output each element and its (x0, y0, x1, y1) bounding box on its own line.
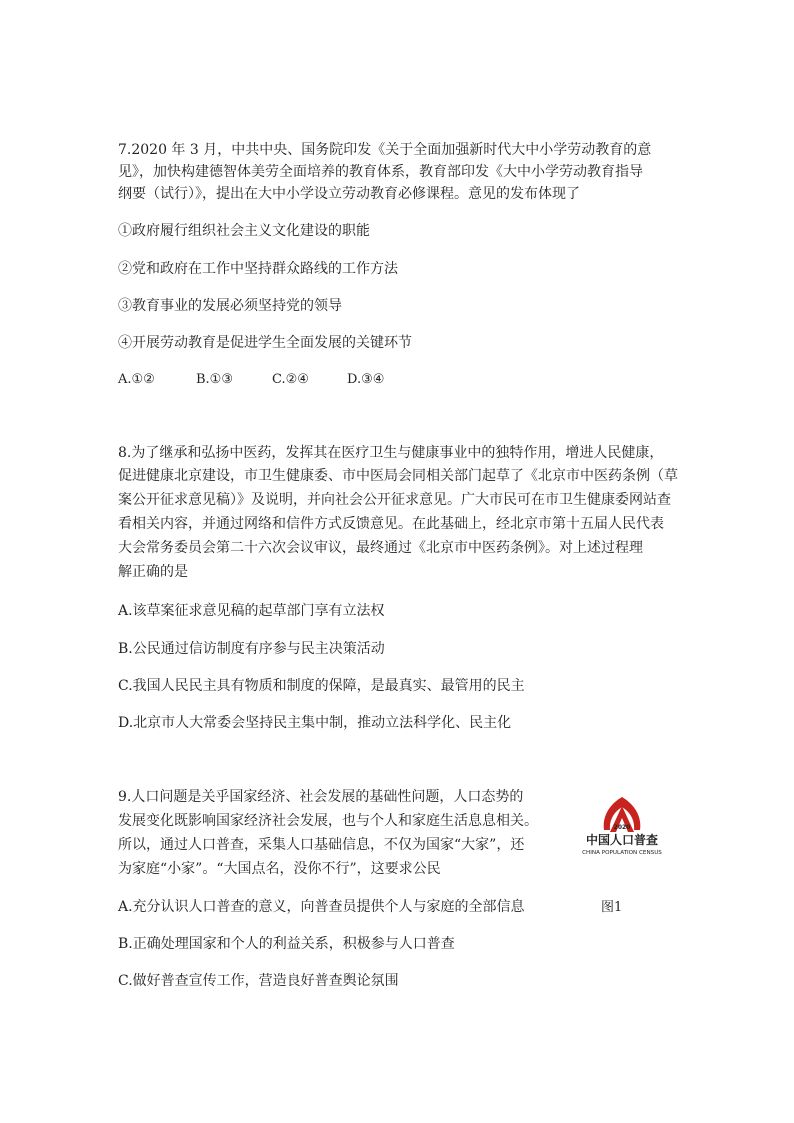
q9-option-b: B.正确处理国家和个人的利益关系，积极参与人口普查 (118, 936, 455, 952)
census-logo-subtitle: CHINA POPULATION CENSUS (582, 850, 662, 856)
figure-label: 图1 (601, 900, 623, 915)
q7-item-4: ④开展劳动教育是促进学生全面发展的关键环节 (118, 335, 412, 351)
q8-stem-line-5: 大会常务委员会第二十六次会议审议，最终通过《北京市中医药条例》。对上述过程理 (118, 540, 643, 556)
q7-option-d: D.③④ (347, 372, 385, 387)
census-logo-title: 中国人口普查 (585, 833, 659, 847)
q9-stem-line-4: 为家庭“小家”。“大国点名，没你不行”，这要求公民 (118, 861, 441, 877)
q7-stem-line-2: 见》，加快构建德智体美劳全面培养的教育体系，教育部印发《大中小学劳动教育指导 (118, 164, 643, 180)
q8-stem-line-1: 8.为了继承和弘扬中医药，发挥其在医疗卫生与健康事业中的独特作用，增进人民健康， (118, 445, 664, 461)
q8-stem-line-2: 促进健康北京建设，市卫生健康委、市中医局会同相关部门起草了《北京市中医药条例（草 (118, 468, 678, 484)
q9-stem-line-3: 所以，通过人口普查，采集人口基础信息，不仅为国家“大家”，还 (118, 837, 525, 853)
q7-option-c: C.②④ (272, 372, 309, 387)
q7-option-a: A.①② (118, 372, 155, 387)
q8-stem-line-4: 看相关内容，并通过网络和信件方式反馈意见。在此基础上，经北京市第十五届人民代表 (118, 516, 664, 532)
q9-option-c: C.做好普查宣传工作，营造良好普查舆论氛围 (118, 973, 399, 989)
q9-stem-line-2: 发展变化既影响国家经济社会发展，也与个人和家庭生活息息相关。 (118, 813, 538, 829)
q9-option-a: A.充分认识人口普查的意义，向普查员提供个人与家庭的全部信息 (118, 899, 525, 915)
q8-option-c: C.我国人民民主具有物质和制度的保障，是最真实、最管用的民主 (118, 678, 525, 694)
q8-option-b: B.公民通过信访制度有序参与民主决策活动 (118, 641, 385, 657)
q9-stem-line-1: 9.人口问题是关乎国家经济、社会发展的基础性问题，人口态势的 (118, 789, 524, 805)
q7-stem-line-1: 7.2020 年 3 月，中共中央、国务院印发《关于全面加强新时代大中小学劳动教育的意 (118, 142, 652, 158)
census-logo-year: 2020 (613, 824, 631, 831)
q7-item-1: ①政府履行组织社会主义文化建设的职能 (118, 223, 370, 239)
q8-stem-line-3: 案公开征求意见稿）》及说明，并向社会公开征求意见。广大市民可在市卫生健康委网站查 (118, 492, 671, 508)
census-logo (572, 792, 672, 862)
q7-item-2: ②党和政府在工作中坚持群众路线的工作方法 (118, 261, 398, 277)
q7-stem-line-3: 纲要（试行）》，提出在大中小学设立劳动教育必修课程。意见的发布体现了 (118, 186, 580, 202)
q7-item-3: ③教育事业的发展必须坚持党的领导 (118, 298, 342, 314)
q8-stem-line-6: 解正确的是 (118, 564, 188, 580)
q7-option-b: B.①③ (196, 372, 233, 387)
q8-option-d: D.北京市人大常委会坚持民主集中制，推动立法科学化、民主化 (118, 715, 512, 731)
q7-options (118, 370, 384, 390)
q8-option-a: A.该草案征求意见稿的起草部门享有立法权 (118, 603, 385, 619)
